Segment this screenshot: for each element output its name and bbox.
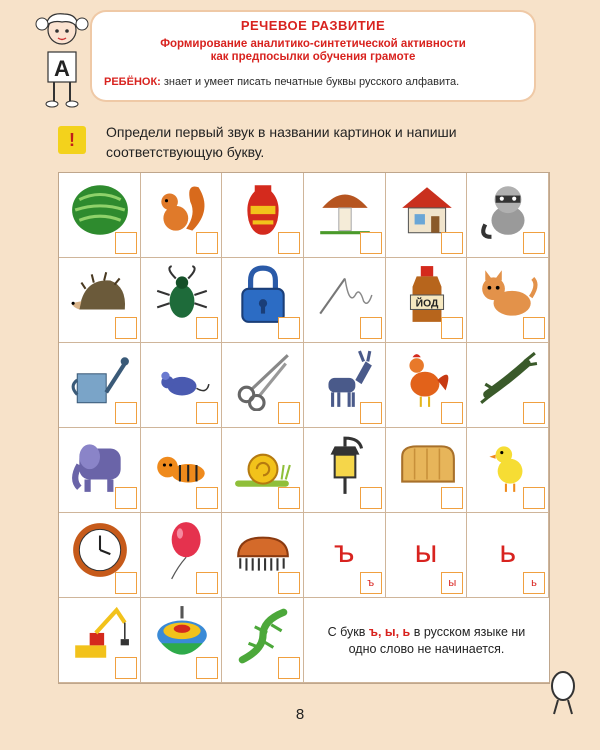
task-instruction — [58, 122, 546, 166]
task-text: Определи первый звук в названии картинок и напиши соответствующую букву. — [106, 124, 457, 160]
grid-cell-rooster — [386, 343, 468, 428]
grid-cell-donkey — [304, 343, 386, 428]
answer-box[interactable] — [278, 402, 300, 424]
exclamation-badge-icon: ! — [58, 126, 86, 154]
grid-cell-hedgehog — [59, 258, 141, 343]
grid-cell-snail — [222, 428, 304, 513]
answer-box[interactable] — [523, 232, 545, 254]
grid-cell-iodine — [386, 258, 468, 343]
answer-box[interactable] — [196, 487, 218, 509]
grid-cell-crayfish — [467, 343, 549, 428]
grid-cell-bread — [386, 428, 468, 513]
grid-cell-brush — [222, 513, 304, 598]
answer-box[interactable] — [115, 572, 137, 594]
section-title: РЕЧЕВОЕ РАЗВИТИЕ — [240, 18, 386, 33]
skill-note — [104, 76, 526, 88]
magnifier-icon — [548, 670, 578, 716]
section-subtitle — [112, 38, 514, 64]
grid-cell-crane — [59, 598, 141, 683]
answer-box[interactable] — [441, 317, 463, 339]
answer-box[interactable] — [196, 657, 218, 679]
rule-note-cell — [304, 598, 549, 683]
letter-soft-sign: ь — [498, 535, 517, 570]
answer-box[interactable] — [360, 487, 382, 509]
page-number: 8 — [295, 706, 305, 723]
answer-box[interactable] — [196, 402, 218, 424]
grid-cell-squirrel — [141, 173, 223, 258]
answer-box[interactable] — [278, 572, 300, 594]
answer-box[interactable] — [441, 487, 463, 509]
grid-cell-spinning-top — [141, 598, 223, 683]
grid-cell-clock — [59, 513, 141, 598]
subtitle-line-2: как предпосылки обучения грамоте — [210, 51, 416, 63]
grid-cell-mouse — [141, 343, 223, 428]
answer-box[interactable] — [115, 402, 137, 424]
answer-box[interactable] — [278, 487, 300, 509]
answer-box[interactable] — [360, 402, 382, 424]
grid-cell-beetle — [141, 258, 223, 343]
answer-box[interactable] — [278, 657, 300, 679]
grid-cell-watering-can — [59, 343, 141, 428]
rule-note-suffix: в русском языке ни одно слово не начинается. — [348, 625, 526, 656]
grid-cell-mushroom — [304, 173, 386, 258]
grid-cell-hard-sign — [304, 513, 386, 598]
grid-cell-yery — [386, 513, 468, 598]
letter-yery: ы — [414, 535, 438, 570]
answer-box[interactable] — [523, 402, 545, 424]
grid-cell-balloon — [141, 513, 223, 598]
subtitle-line-1: Формирование аналитико-синтетической активности — [160, 38, 466, 50]
rule-note-letters: ъ, ы, ь — [368, 625, 411, 639]
grid-cell-elephant — [59, 428, 141, 513]
answer-box-filled: ъ — [360, 572, 382, 594]
answer-box[interactable] — [196, 572, 218, 594]
answer-box[interactable] — [278, 317, 300, 339]
svg-text:А: А — [54, 56, 70, 81]
answer-box[interactable] — [278, 232, 300, 254]
grid-cell-cat — [467, 258, 549, 343]
grid-cell-lantern — [304, 428, 386, 513]
skill-note-text: знает и умеет писать печатные буквы русского алфавита. — [160, 76, 460, 88]
grid-cell-raccoon — [467, 173, 549, 258]
answer-box[interactable] — [441, 402, 463, 424]
picture-grid — [58, 172, 550, 684]
answer-box[interactable] — [115, 487, 137, 509]
answer-box-filled: ы — [441, 572, 463, 594]
grid-cell-scissors — [222, 343, 304, 428]
answer-box[interactable] — [523, 317, 545, 339]
rule-note — [314, 624, 539, 658]
grid-cell-lizard — [222, 598, 304, 683]
girl-mascot-icon — [34, 10, 94, 110]
answer-box[interactable] — [441, 232, 463, 254]
grid-cell-tiger — [141, 428, 223, 513]
letter-hard-sign: ъ — [333, 535, 355, 570]
answer-box[interactable] — [196, 317, 218, 339]
answer-box[interactable] — [115, 657, 137, 679]
grid-cell-soft-sign — [467, 513, 549, 598]
section-header-card — [92, 12, 534, 100]
grid-cell-watermelon — [59, 173, 141, 258]
grid-cell-needle — [304, 258, 386, 343]
answer-box[interactable] — [360, 232, 382, 254]
answer-box[interactable] — [523, 487, 545, 509]
iodine-label: ЙОД — [415, 298, 438, 310]
answer-box-filled: ь — [523, 572, 545, 594]
grid-cell-padlock — [222, 258, 304, 343]
grid-cell-house — [386, 173, 468, 258]
answer-box[interactable] — [115, 232, 137, 254]
answer-box[interactable] — [196, 232, 218, 254]
skill-note-label: РЕБЁНОК: — [104, 76, 161, 88]
rule-note-prefix: С букв — [327, 625, 369, 639]
grid-cell-chick — [467, 428, 549, 513]
answer-box[interactable] — [360, 317, 382, 339]
answer-box[interactable] — [115, 317, 137, 339]
grid-cell-vase — [222, 173, 304, 258]
